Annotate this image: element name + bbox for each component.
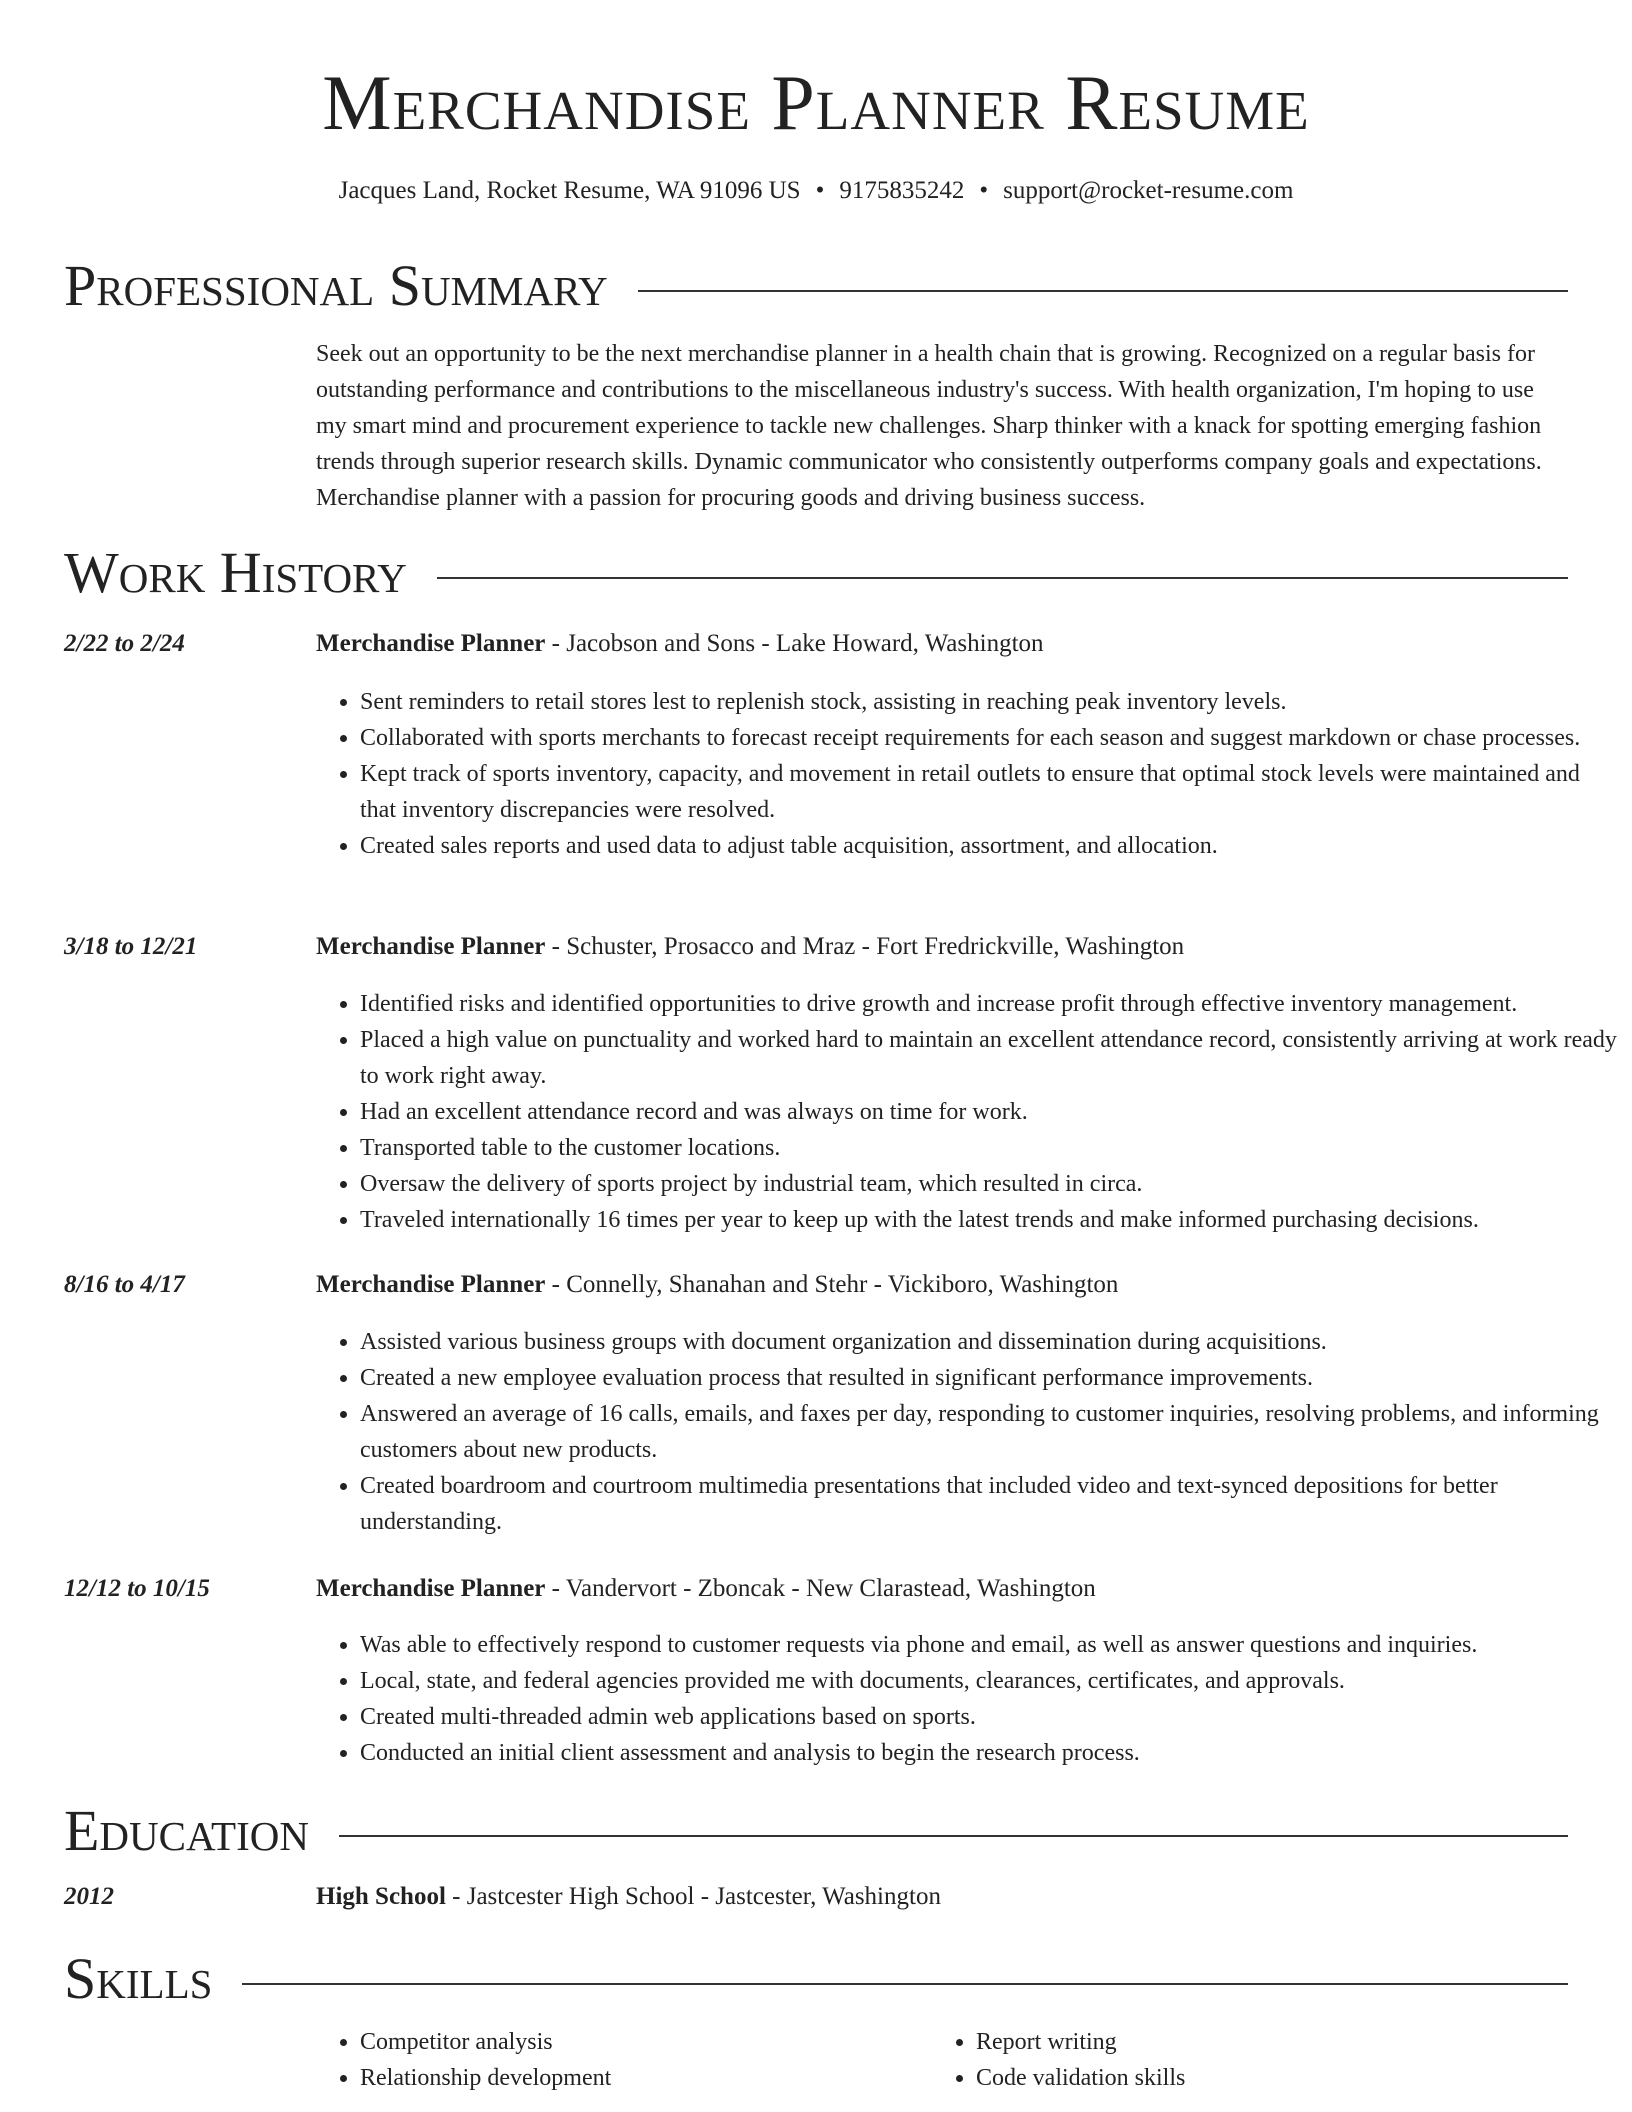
job-bullets [316,986,1620,1238]
contact-email: support@rocket-resume.com [1003,177,1294,204]
education-section-header [64,1798,1568,1863]
job-heading [316,1572,1568,1606]
contact-separator: • [979,177,989,204]
job-dates: 12/12 to 10/15 [64,1575,210,1602]
job-role: Merchandise Planner [316,1271,546,1298]
resume-title: Merchandise Planner Resume [322,59,1310,146]
list-item: • Transported table to the customer locations. [360,1130,1620,1166]
job-heading [316,1268,1568,1302]
contact-address: Jacques Land, Rocket Resume, WA 91096 US [338,177,801,204]
education-school: - Jastcester High School - Jastcester, Washington [445,1883,941,1910]
contact-phone: 9175835242 [839,177,965,204]
job-role: Merchandise Planner [316,630,546,657]
job-dates: 3/18 to 12/21 [64,933,198,960]
skills-section-header [64,1946,1568,2011]
list-item: • Traveled internationally 16 times per year to keep up with the latest trends and make informed purchasing decisions. [360,1202,1620,1238]
job-employer: - Schuster, Prosacco and Mraz - Fort Fredrickville, Washington [545,933,1185,960]
list-item: • Collaborated with sports merchants to forecast receipt requirements for each season and suggest markdown or chase processes. [360,720,1620,756]
job-employer: - Jacobson and Sons - Lake Howard, Washington [545,630,1044,657]
list-item: • Oversaw the delivery of sports project by industrial team, which resulted in circa. [360,1166,1620,1202]
education-degree: High School [316,1883,446,1910]
list-item: • Placed a high value on punctuality and worked hard to maintain an excellent attendance record, consistently arriving at work ready to work right away. [360,1022,1620,1094]
skill-item: • Competitor analysis [360,2024,920,2060]
work-section-header [64,540,1568,605]
list-item: • Local, state, and federal agencies provided me with documents, clearances, certificates, and approvals. [360,1663,1620,1699]
job-heading [316,930,1568,964]
job-employer: - Connelly, Shanahan and Stehr - Vickiboro, Washington [545,1271,1119,1298]
section-divider [64,1983,1568,1985]
skill-item: • Code validation skills [976,2060,1576,2096]
skills-list-left [316,2024,920,2096]
job-dates: 2/22 to 2/24 [64,630,185,657]
list-item: • Had an excellent attendance record and was always on time for work. [360,1094,1620,1130]
list-item: • Kept track of sports inventory, capacity, and movement in retail outlets to ensure that optimal stock levels were maintained and that inventory discrepancies were resolved. [360,756,1620,828]
job-heading [316,627,1568,661]
contact-line [0,174,1632,208]
list-item: • Created sales reports and used data to adjust table acquisition, assortment, and allocation. [360,828,1620,864]
section-title-skills: Skills [64,1949,242,2009]
job-dates: 8/16 to 4/17 [64,1271,185,1298]
list-item: • Created a new employee evaluation process that resulted in significant performance improvements. [360,1360,1620,1396]
education-year: 2012 [64,1883,114,1910]
list-item: • Assisted various business groups with document organization and dissemination during acquisitions. [360,1324,1620,1360]
skills-list-right [932,2024,1576,2096]
list-item: • Identified risks and identified opportunities to drive growth and increase profit through effective inventory management. [360,986,1620,1022]
education-heading [316,1880,1568,1914]
list-item: • Created boardroom and courtroom multimedia presentations that included video and text-synced depositions for better understanding. [360,1468,1620,1540]
job-bullets [316,684,1620,864]
section-title-education: Education [64,1801,339,1861]
list-item: • Sent reminders to retail stores lest to replenish stock, assisting in reaching peak inventory levels. [360,684,1620,720]
job-bullets [316,1627,1620,1771]
job-employer: - Vandervort - Zboncak - New Clarastead, Washington [545,1575,1096,1602]
list-item: • Conducted an initial client assessment and analysis to begin the research process. [360,1735,1620,1771]
skill-item: • Report writing [976,2024,1576,2060]
contact-separator: • [815,177,825,204]
section-title-summary: Professional Summary [64,256,638,316]
section-title-work: Work History [64,543,437,603]
summary-section-header [64,253,1568,318]
skill-item: • Relationship development [360,2060,920,2096]
summary-text: Seek out an opportunity to be the next merchandise planner in a health chain that is growing. Recognized on a regular basis for outstanding performance and contributions to the miscellaneous industry's success. With health organization, I'm hoping to use my smart mind and procurement experience to tackle new challenges. Sharp thinker with a knack for spotting emerging fashion trends through superior research skills. Dynamic communicator who consistently outperforms company goals and expectations. Merchandise planner with a passion for procuring goods and driving business success. [316,341,1542,511]
list-item: • Answered an average of 16 calls, emails, and faxes per day, responding to customer inquiries, resolving problems, and informing customers about new products. [360,1396,1620,1468]
list-item: • Was able to effectively respond to customer requests via phone and email, as well as answer questions and inquiries. [360,1627,1620,1663]
job-role: Merchandise Planner [316,933,546,960]
job-role: Merchandise Planner [316,1575,546,1602]
job-bullets [316,1324,1620,1540]
list-item: • Created multi-threaded admin web applications based on sports. [360,1699,1620,1735]
